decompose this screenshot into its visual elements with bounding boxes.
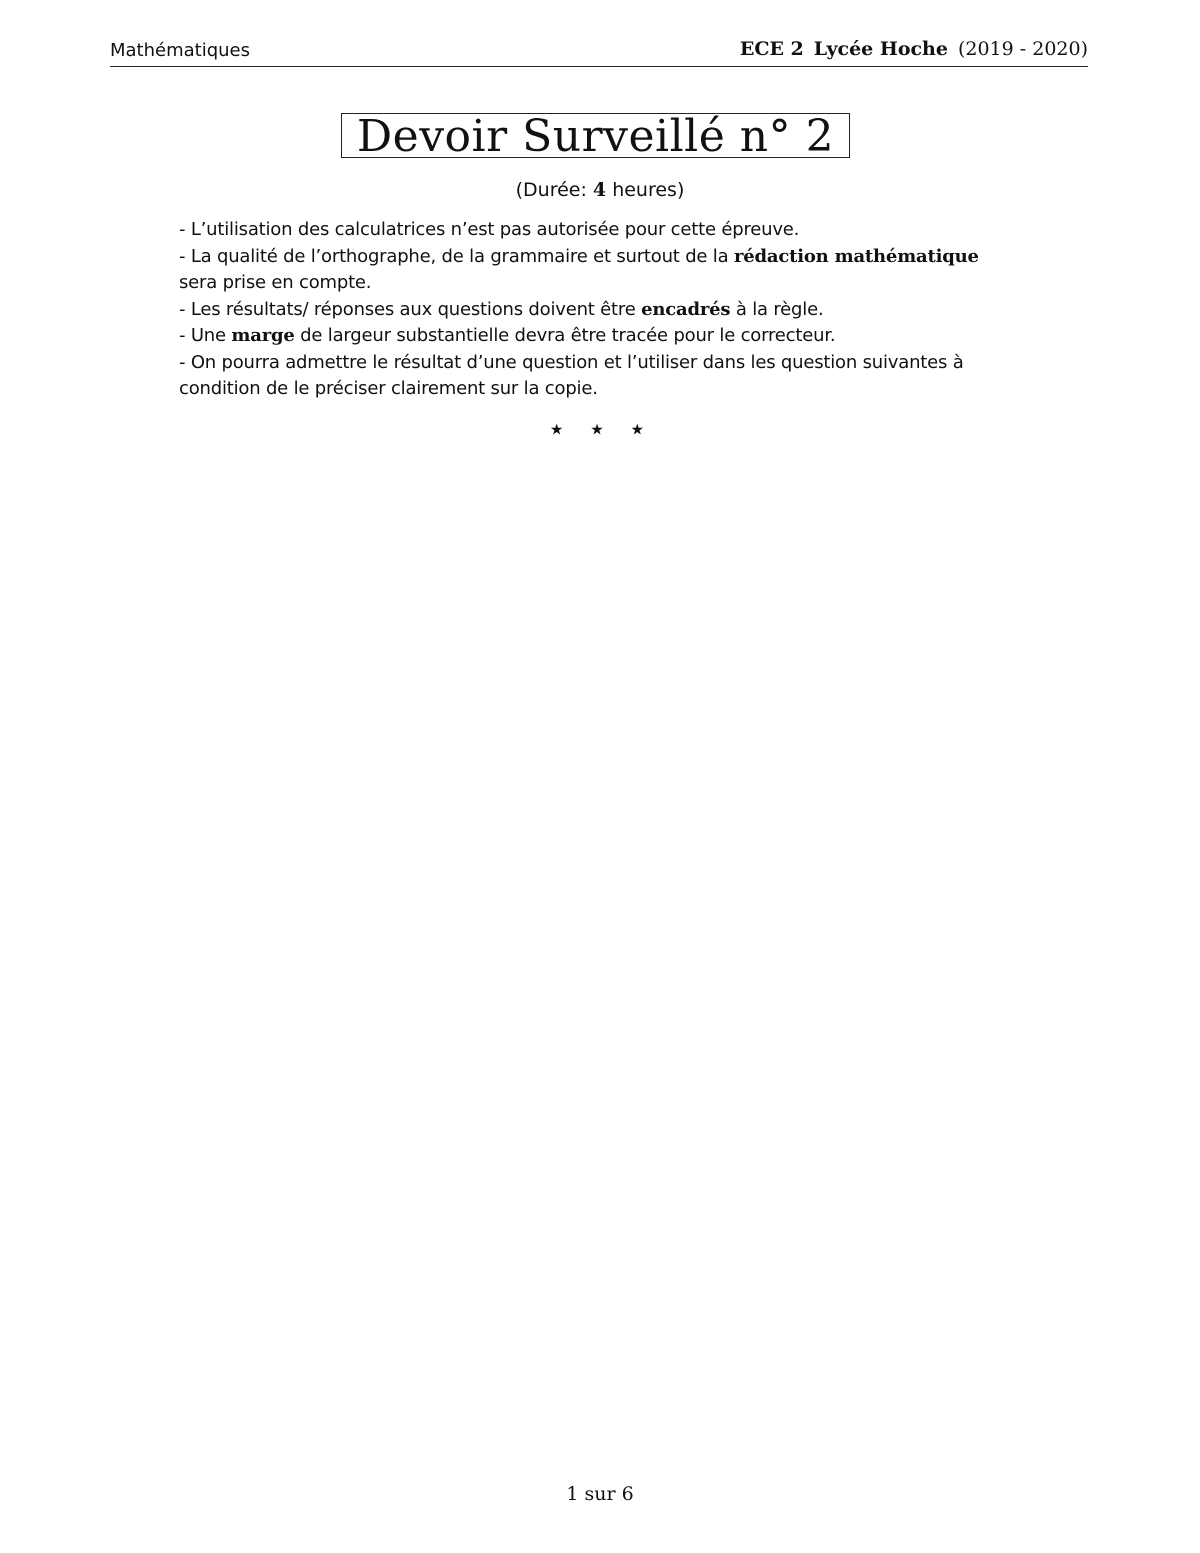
- duration-close: heures): [606, 179, 685, 201]
- page-number: 1 sur 6: [566, 1483, 634, 1505]
- star-separator: ⋆ ⋆ ⋆: [547, 412, 653, 447]
- rule-margin-end: de largeur substantielle devra être tracée pour le correcteur.: [294, 325, 836, 346]
- rule-margin-emphasis: marge: [231, 325, 295, 346]
- header-year: (2019 - 2020): [957, 38, 1088, 60]
- rule-margin: [179, 323, 1019, 350]
- header-info: [740, 38, 1088, 60]
- page-header: [110, 38, 1088, 67]
- rule-boxed-answers-emphasis: encadrés: [641, 298, 731, 320]
- exam-duration: [0, 179, 1200, 201]
- rule-boxed-answers: [179, 297, 1019, 324]
- rule-margin-text: - Une: [179, 325, 232, 346]
- rule-boxed-answers-end: à la règle.: [730, 298, 824, 320]
- rule-writing-quality: [179, 244, 1019, 297]
- duration-open: (Durée:: [515, 179, 593, 201]
- rule-writing-quality-end: sera prise en compte.: [179, 272, 372, 293]
- exam-title: Devoir Surveillé n° 2: [341, 113, 850, 158]
- duration-hours: 4: [592, 179, 607, 201]
- exam-rules: [179, 217, 1019, 403]
- header-subject: Mathématiques: [110, 40, 251, 61]
- rule-writing-quality-emphasis: rédaction mathématique: [733, 245, 979, 267]
- rule-calculators: - L’utilisation des calculatrices n’est pas autorisée pour cette épreuve.: [179, 219, 800, 240]
- rule-boxed-answers-text: - Les résultats/ réponses aux questions doivent être: [179, 298, 642, 320]
- header-school: Lycée Hoche: [813, 38, 948, 60]
- rule-writing-quality-text: - La qualité de l’orthographe, de la grammaire et surtout de la: [179, 245, 734, 267]
- rule-admit-result: - On pourra admettre le résultat d’une question et l’utiliser dans les question suivantes à condition de le préciser clairement sur la copie.: [179, 351, 964, 399]
- header-class: ECE 2: [739, 38, 804, 60]
